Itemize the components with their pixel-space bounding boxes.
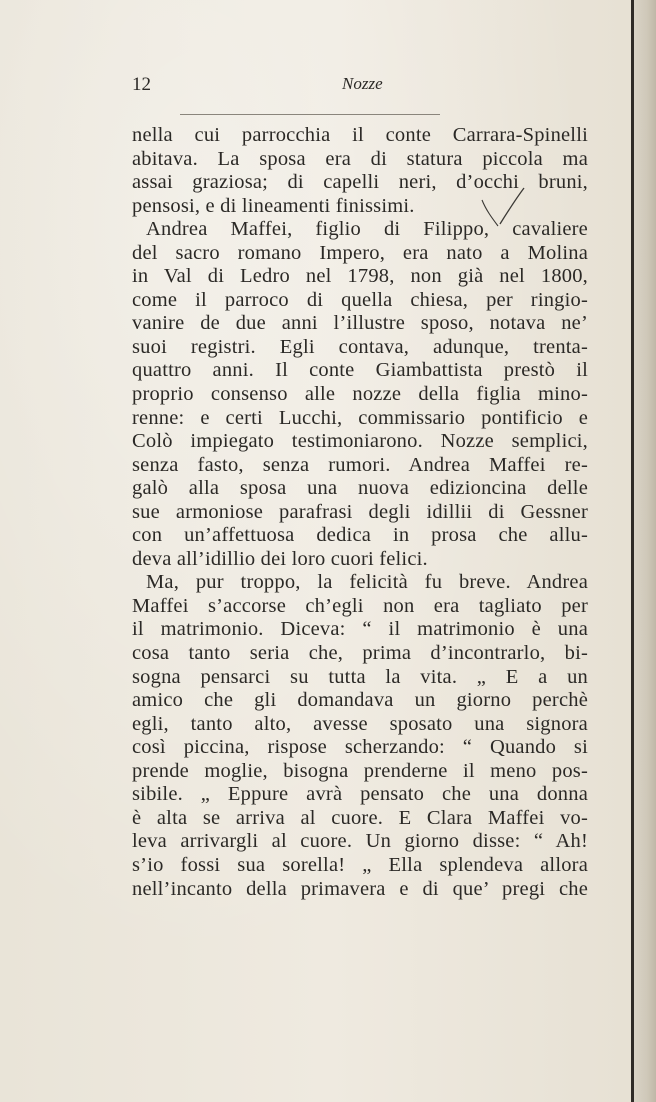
text-line: sibile. „ Eppure avrà pensato che una donna: [132, 783, 588, 806]
text-line: amico che gli domandava un giorno perchè: [132, 689, 588, 712]
text-line: del sacro romano Impero, era nato a Molina: [132, 241, 588, 264]
text-line: egli, tanto alto, avesse sposato una signora: [132, 712, 588, 735]
page-header: [132, 70, 588, 100]
text-line: con un’affettuosa dedica in prosa che allu-: [132, 524, 588, 547]
text-line: galò alla sposa una nuova edizioncina delle: [132, 477, 588, 500]
text-line: proprio consenso alle nozze della figlia mino-: [132, 383, 588, 406]
text-line: nella cui parrocchia il conte Carrara-Spinelli: [132, 124, 588, 146]
body-text: [132, 124, 588, 901]
text-line: Colò impiegato testimoniarono. Nozze semplici,: [132, 430, 588, 453]
text-line: s’io fossi sua sorella! „ Ella splendeva allora: [132, 853, 588, 876]
text-line: nell’incanto della primavera e di que’ pregi che: [132, 877, 588, 900]
text-line: come il parroco di quella chiesa, per ringio-: [132, 288, 588, 311]
text-line: pensosi, e di lineamenti finissimi.: [132, 194, 415, 217]
text-line: cosa tanto seria che, prima d’incontrarlo, bi-: [132, 642, 588, 665]
text-line: il matrimonio. Diceva: “ il matrimonio è una: [132, 618, 588, 641]
text-line: suoi registri. Egli contava, adunque, trenta-: [132, 335, 588, 358]
text-line: Andrea Maffei, figlio di Filippo, cavaliere: [146, 218, 588, 241]
text-line: leva arrivargli al cuore. Un giorno disse: “ Ah!: [132, 830, 588, 853]
text-line: assai graziosa; di capelli neri, d’occhi bruni,: [132, 171, 588, 194]
text-line: Maffei s’accorse ch’egli non era tagliato per: [132, 594, 588, 617]
pencil-mark-icon: [480, 186, 528, 228]
header-rule: [180, 114, 440, 115]
text-line: Ma, pur troppo, la felicità fu breve. Andrea: [146, 571, 588, 594]
text-line: così piccina, rispose scherzando: “ Quando si: [132, 736, 588, 759]
text-line: senza fasto, senza rumori. Andrea Maffei re-: [132, 453, 588, 476]
text-line: in Val di Ledro nel 1798, non già nel 1800,: [132, 265, 588, 288]
page-gutter-shadow: [634, 0, 656, 1102]
text-line: abitava. La sposa era di statura piccola ma: [132, 147, 588, 170]
text-line: vanire de due anni l’illustre sposo, notava ne’: [132, 312, 588, 335]
text-line: prende moglie, bisogna prenderne il meno pos-: [132, 759, 588, 782]
running-head: Nozze: [342, 74, 383, 93]
text-line: è alta se arriva al cuore. E Clara Maffei vo-: [132, 806, 588, 829]
text-line: deva all’idillio dei loro cuori felici.: [132, 547, 428, 570]
text-line: renne: e certi Lucchi, commissario pontificio e: [132, 406, 588, 429]
book-spine-edge: [631, 0, 634, 1102]
text-line: sogna pensarci su tutta la vita. „ E a un: [132, 665, 588, 688]
text-line: quattro anni. Il conte Giambattista prestò il: [132, 359, 588, 382]
text-line: sue armoniose parafrasi degli idillii di Gessner: [132, 500, 588, 523]
page-number: 12: [132, 74, 151, 95]
